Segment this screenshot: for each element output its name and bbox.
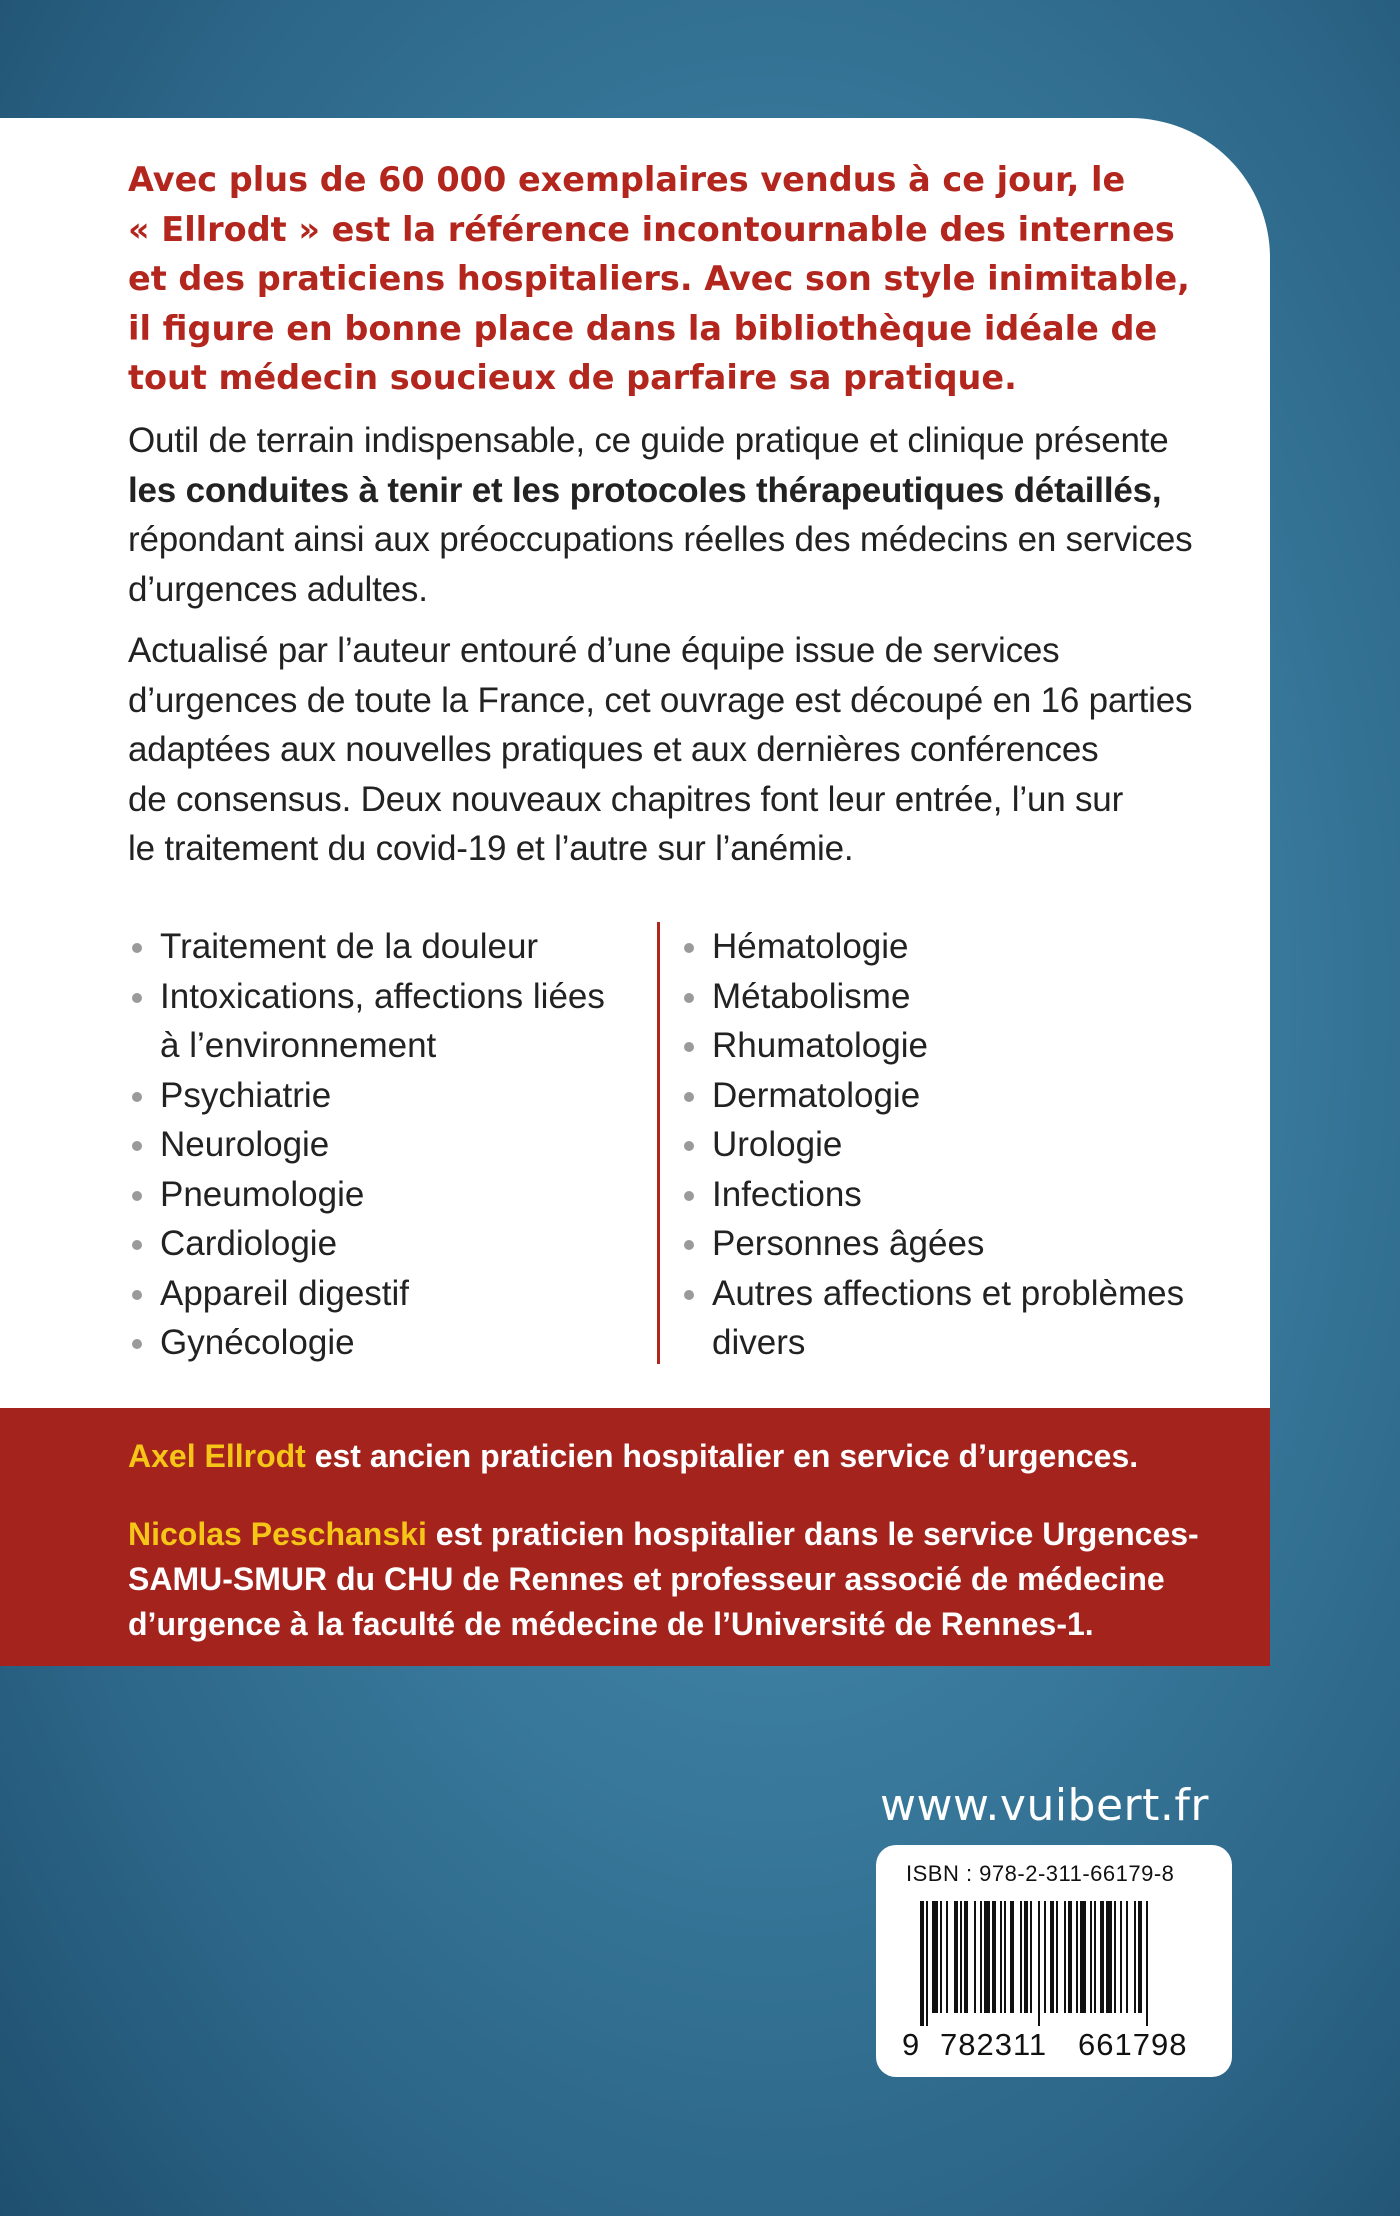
list-item: Dermatologie — [680, 1071, 1220, 1121]
list-item: Intoxications, affections liées — [128, 972, 648, 1022]
barcode-bar — [1038, 1901, 1040, 2026]
list-item: Rhumatologie — [680, 1021, 1220, 1071]
update-line: le traitement du covid-19 et l’autre sur l’anémie. — [128, 829, 854, 868]
barcode-icon — [900, 1901, 1210, 2026]
barcode-bar — [1068, 1901, 1072, 2013]
barcode-bar — [1076, 1901, 1078, 2013]
author-description-line: SAMU-SMUR du CHU de Rennes et professeur associé de médecine — [128, 1561, 1165, 1597]
barcode-bar — [1010, 1901, 1014, 2013]
barcode-bar — [926, 1901, 928, 2026]
barcode-bar — [964, 1901, 968, 2013]
list-item: Psychiatrie — [128, 1071, 648, 1121]
update-paragraph — [128, 626, 1248, 874]
barcode-digits — [902, 2027, 1212, 2063]
intro-paragraph — [128, 416, 1248, 614]
barcode-bar — [1080, 1901, 1086, 2013]
list-item: Gynécologie — [128, 1318, 648, 1368]
barcode-bar — [1090, 1901, 1092, 2013]
barcode-bar — [1044, 1901, 1046, 2013]
barcode-bar — [940, 1901, 942, 2013]
list-item: Autres affections et problèmes — [680, 1269, 1220, 1319]
barcode-bar — [1114, 1901, 1116, 2013]
intro-line: Outil de terrain indispensable, ce guide pratique et clinique présente — [128, 421, 1169, 460]
list-item: Urologie — [680, 1120, 1220, 1170]
barcode-bar — [1120, 1901, 1122, 2013]
barcode-bar — [1100, 1901, 1104, 2013]
barcode-bar — [920, 1901, 924, 2026]
barcode-bar — [1106, 1901, 1112, 2013]
update-line: de consensus. Deux nouveaux chapitres font leur entrée, l’un sur — [128, 779, 1124, 819]
isbn-label: ISBN : 978-2-311-66179-8 — [906, 1861, 1175, 1886]
intro-line: répondant ainsi aux préoccupations réelles des médecins en services — [128, 520, 1193, 559]
barcode-bar — [1138, 1901, 1142, 2013]
intro-line-bold: les conduites à tenir et les protocoles thérapeutiques détaillés, — [128, 470, 1162, 510]
list-item-continuation: divers — [712, 1323, 806, 1362]
author-name: Nicolas Peschanski — [128, 1516, 427, 1552]
barcode-digits-group-2: 661798 — [1078, 2027, 1188, 2062]
author-description: est praticien hospitalier dans le service Urgences- — [426, 1516, 1199, 1552]
author-description-line: d’urgence à la faculté de médecine de l’Université de Rennes-1. — [128, 1606, 1094, 1642]
barcode-bar — [1064, 1901, 1066, 2013]
column-divider — [657, 922, 660, 1364]
parts-list-right — [680, 922, 1220, 1368]
barcode-bar — [1004, 1901, 1006, 2013]
barcode-bar — [984, 1901, 990, 2013]
list-item-continuation: à l’environnement — [160, 1026, 437, 1065]
list-item: Appareil digestif — [128, 1269, 648, 1319]
parts-list-left — [128, 922, 648, 1368]
isbn-box — [876, 1845, 1232, 2077]
barcode-bar — [946, 1901, 948, 2013]
barcode-bar — [980, 1901, 982, 2013]
barcode-bar — [1050, 1901, 1054, 2013]
barcode-bar — [954, 1901, 958, 2013]
barcode-bar — [1030, 1901, 1032, 2013]
barcode-bar — [974, 1901, 976, 2013]
lead-line: il figure en bonne place dans la bibliothèque idéale de — [128, 308, 1158, 348]
author-bio-1 — [128, 1434, 1238, 1479]
barcode-digit-first: 9 — [902, 2027, 920, 2062]
barcode-digits-group-1: 782311 — [940, 2027, 1048, 2062]
list-item: Personnes âgées — [680, 1219, 1220, 1269]
update-line: Actualisé par l’auteur entouré d’une équipe issue de services — [128, 631, 1060, 670]
barcode-bar — [1056, 1901, 1058, 2013]
list-item: Infections — [680, 1170, 1220, 1220]
lead-line: et des praticiens hospitaliers. Avec son style inimitable, — [128, 259, 1190, 298]
list-item: Hématologie — [680, 922, 1220, 972]
lead-line: « Ellrodt » est la référence incontournable des internes — [128, 209, 1175, 249]
lead-line: tout médecin soucieux de parfaire sa pratique. — [128, 358, 1017, 397]
barcode-bar — [1134, 1901, 1136, 2013]
barcode-bar — [1146, 1901, 1148, 2026]
author-name: Axel Ellrodt — [128, 1438, 306, 1474]
author-description: est ancien praticien hospitalier en service d’urgences. — [305, 1438, 1139, 1474]
barcode-bar — [1020, 1901, 1022, 2013]
lead-line: Avec plus de 60 000 exemplaires vendus à ce jour, le — [128, 160, 1126, 199]
list-item: Neurologie — [128, 1120, 648, 1170]
update-line: adaptées aux nouvelles pratiques et aux dernières conférences — [128, 730, 1099, 769]
author-bio-2 — [128, 1512, 1238, 1647]
barcode-bar — [960, 1901, 962, 2013]
barcode-bar — [992, 1901, 996, 2013]
barcode-bar — [1094, 1901, 1096, 2013]
list-item: Métabolisme — [680, 972, 1220, 1022]
barcode-bar — [1126, 1901, 1128, 2013]
barcode-bar — [932, 1901, 938, 2013]
barcode-bar — [1024, 1901, 1028, 2013]
publisher-website: www.vuibert.fr — [880, 1780, 1209, 1831]
intro-line: d’urgences adultes. — [128, 569, 428, 609]
list-item: Pneumologie — [128, 1170, 648, 1220]
lead-paragraph — [128, 155, 1208, 403]
list-item: Traitement de la douleur — [128, 922, 648, 972]
list-item: Cardiologie — [128, 1219, 648, 1269]
barcode-bar — [1000, 1901, 1002, 2013]
update-line: d’urgences de toute la France, cet ouvrage est découpé en 16 parties — [128, 680, 1193, 720]
